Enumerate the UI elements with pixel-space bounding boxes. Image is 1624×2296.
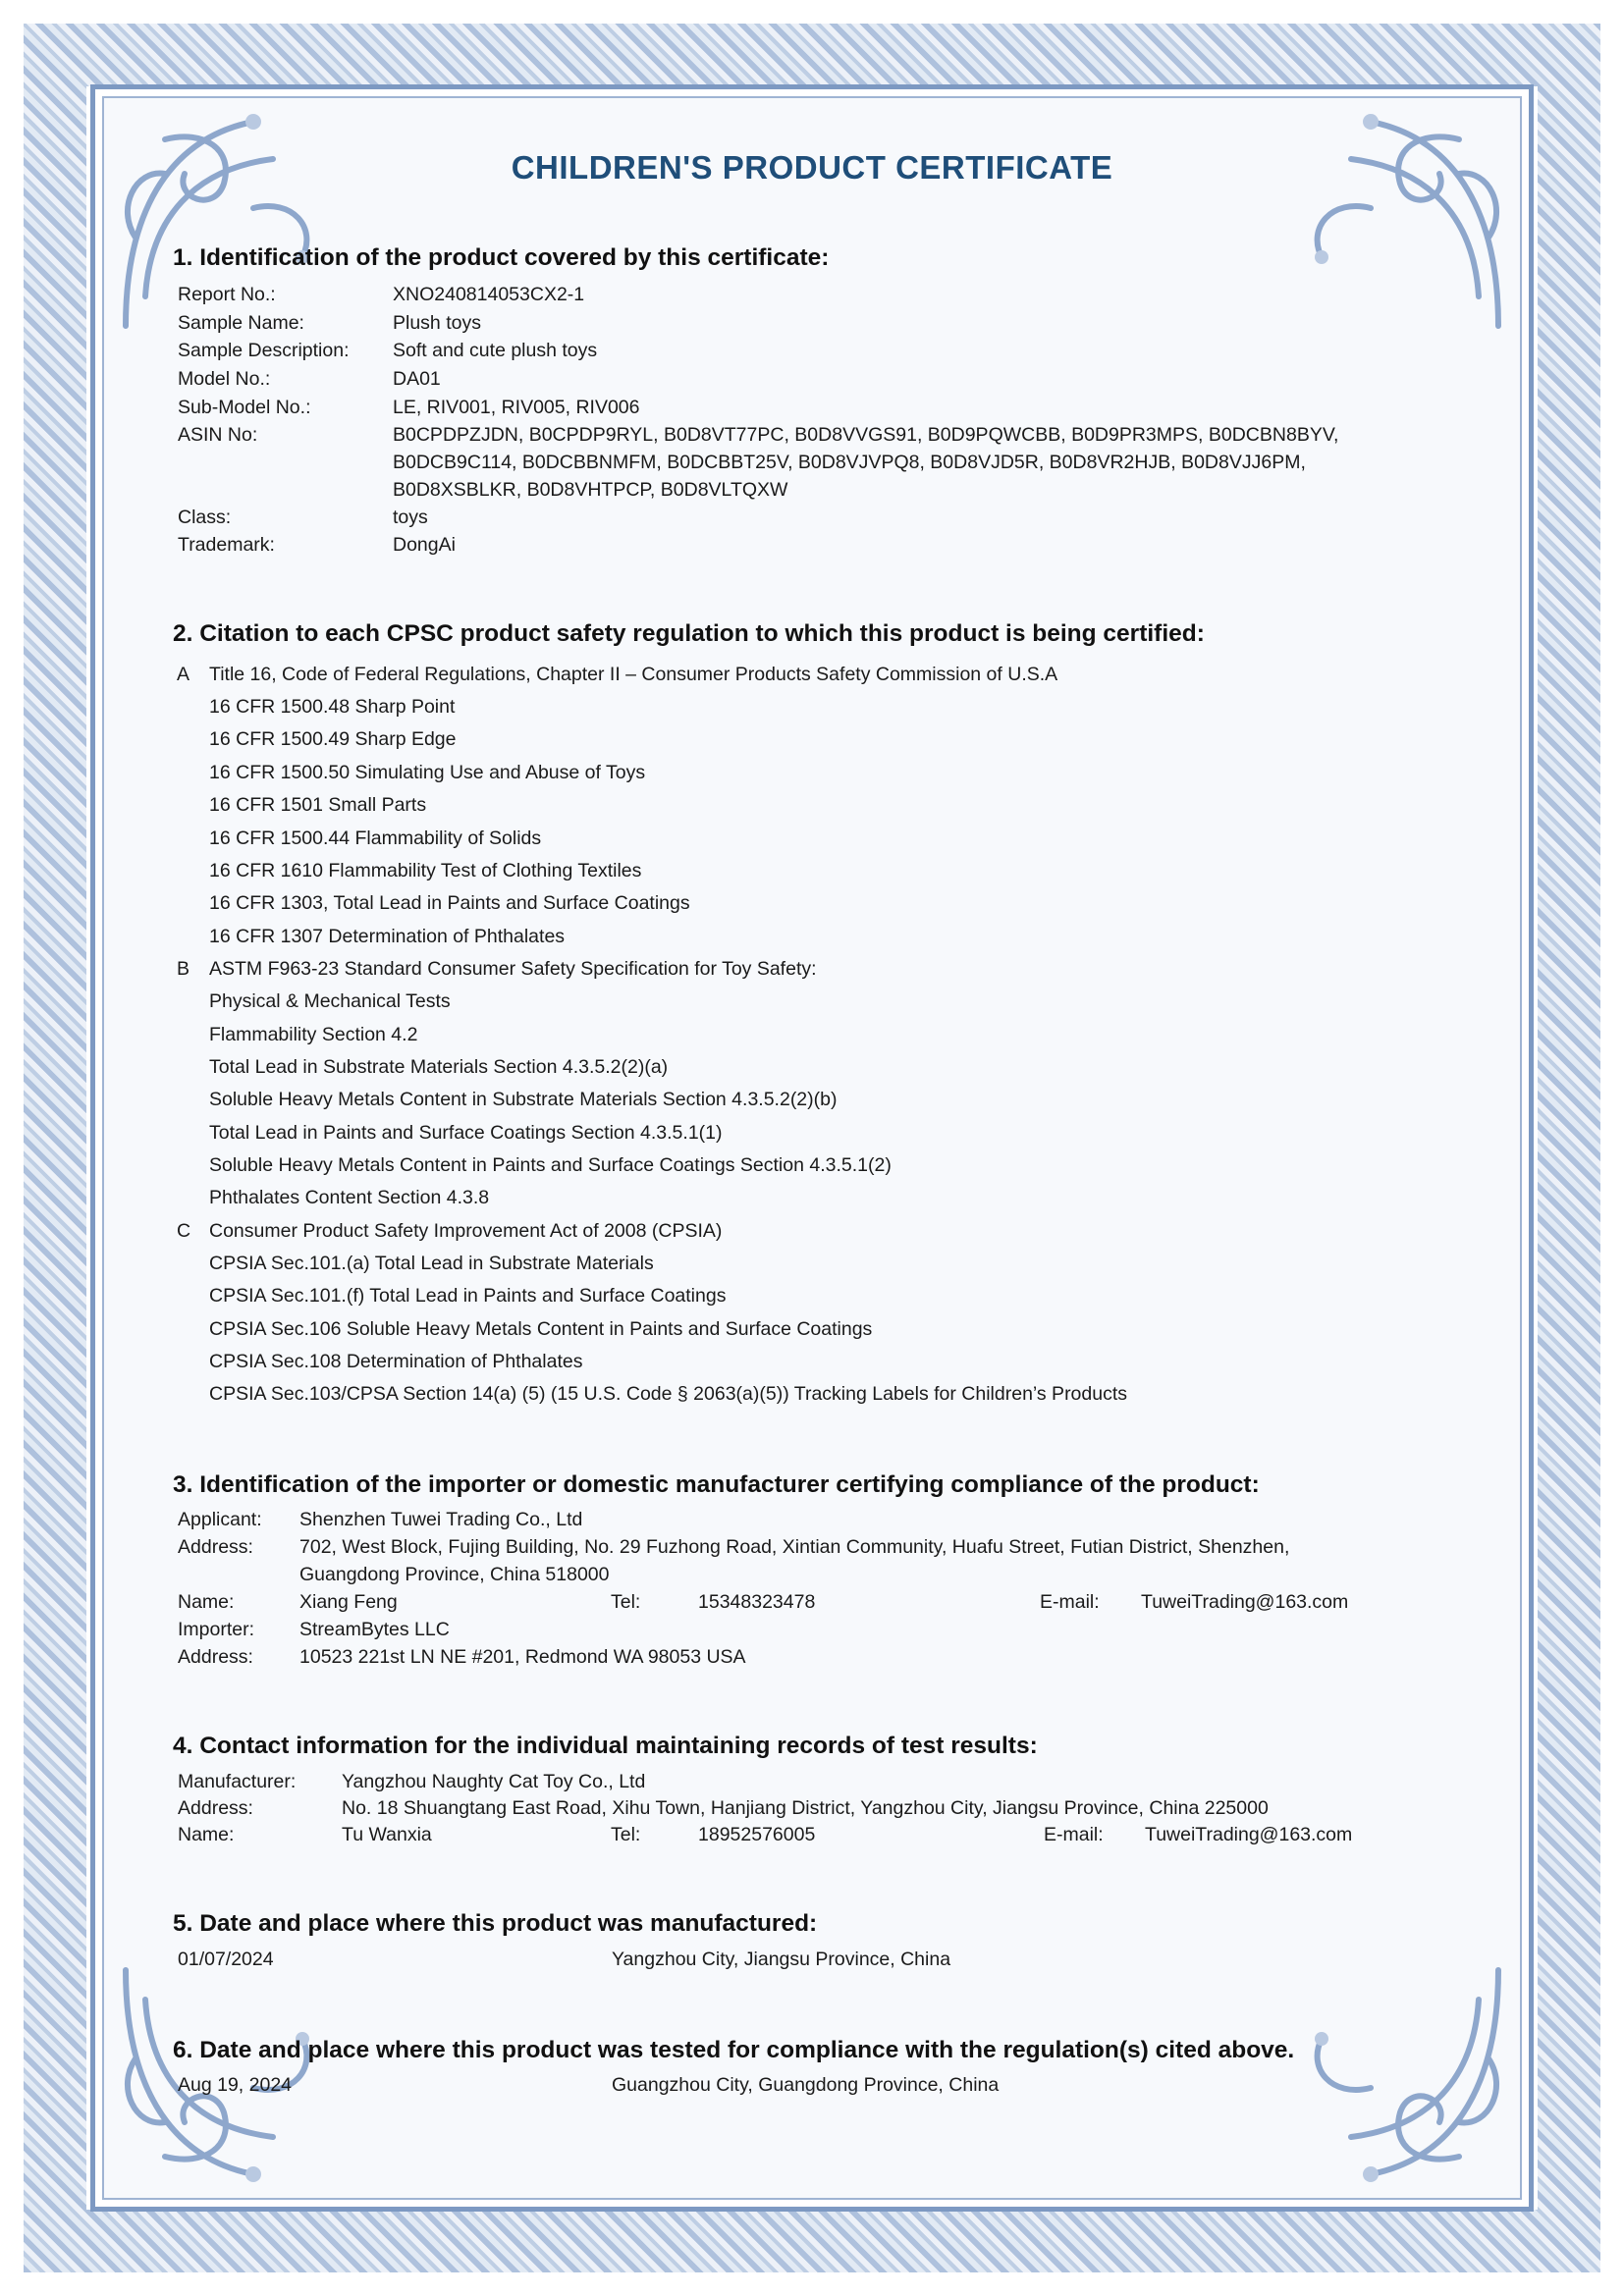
group-title: ASTM F963-23 Standard Consumer Safety Specification for Toy Safety: — [209, 958, 817, 980]
importer-address-label: Address: — [178, 1646, 253, 1668]
email-label: E-mail: — [1040, 1591, 1100, 1613]
group-title: Title 16, Code of Federal Regulations, Chapter II – Consumer Products Safety Commission of U.S.A — [209, 664, 1058, 685]
corner-ornament-icon — [106, 1950, 352, 2196]
tel-label: Tel: — [611, 1591, 641, 1613]
email-value: TuweiTrading@163.com — [1145, 1824, 1353, 1845]
class-value: toys — [393, 507, 428, 528]
email-label: E-mail: — [1044, 1824, 1104, 1845]
tel-value: 18952576005 — [698, 1824, 816, 1845]
manufactured-place: Yangzhou City, Jiangsu Province, China — [612, 1949, 951, 1970]
regulation-item: Soluble Heavy Metals Content in Substrate Materials Section 4.3.5.2(2)(b) — [209, 1089, 838, 1110]
corner-ornament-icon — [1272, 1950, 1518, 2196]
model-no-value: DA01 — [393, 368, 441, 390]
report-no-value: XNO240814053CX2-1 — [393, 284, 585, 305]
name-label: Name: — [178, 1824, 235, 1845]
model-no-label: Model No.: — [178, 368, 271, 390]
regulation-item: Flammability Section 4.2 — [209, 1024, 418, 1045]
regulation-item: CPSIA Sec.101.(a) Total Lead in Substrate Materials — [209, 1253, 654, 1274]
regulation-item: Total Lead in Paints and Surface Coatings Section 4.3.5.1(1) — [209, 1122, 723, 1144]
address-label: Address: — [178, 1536, 253, 1558]
importer-label: Importer: — [178, 1619, 255, 1640]
inner-frame — [102, 96, 1522, 2200]
sample-description-label: Sample Description: — [178, 340, 350, 361]
section-2-heading: 2. Citation to each CPSC product safety regulation to which this product is being certified: — [173, 620, 1205, 647]
section-3-heading: 3. Identification of the importer or domestic manufacturer certifying compliance of the product: — [173, 1471, 1260, 1498]
address-line: 702, West Block, Fujing Building, No. 29 Fuzhong Road, Xintian Community, Huafu Street, Futian District, Shenzhen, — [299, 1536, 1290, 1558]
sample-name-label: Sample Name: — [178, 312, 304, 334]
address-value: No. 18 Shuangtang East Road, Xihu Town, Hanjiang District, Yangzhou City, Jiangsu Province, China 225000 — [342, 1797, 1269, 1819]
sample-description-value: Soft and cute plush toys — [393, 340, 598, 361]
certificate-title: CHILDREN'S PRODUCT CERTIFICATE — [511, 149, 1113, 186]
corner-ornament-icon — [1272, 100, 1518, 346]
regulation-item: Physical & Mechanical Tests — [209, 990, 451, 1012]
class-label: Class: — [178, 507, 232, 528]
tested-place: Guangzhou City, Guangdong Province, China — [612, 2074, 1000, 2096]
sub-model-no-value: LE, RIV001, RIV005, RIV006 — [393, 397, 640, 418]
applicant-label: Applicant: — [178, 1509, 262, 1530]
address-label: Address: — [178, 1797, 253, 1819]
regulation-item: Total Lead in Substrate Materials Section 4.3.5.2(2)(a) — [209, 1056, 669, 1078]
group-letter: A — [177, 664, 190, 685]
regulation-item: 16 CFR 1307 Determination of Phthalates — [209, 926, 566, 947]
corner-ornament-icon — [106, 100, 352, 346]
group-title: Consumer Product Safety Improvement Act of 2008 (CPSIA) — [209, 1220, 723, 1242]
regulation-item: CPSIA Sec.108 Determination of Phthalates — [209, 1351, 583, 1372]
regulation-item: CPSIA Sec.101.(f) Total Lead in Paints and Surface Coatings — [209, 1285, 727, 1307]
group-letter: B — [177, 958, 190, 980]
regulation-item: CPSIA Sec.103/CPSA Section 14(a) (5) (15 U.S. Code § 2063(a)(5)) Tracking Labels for Children’s Products — [209, 1383, 1128, 1405]
manufacturer-value: Yangzhou Naughty Cat Toy Co., Ltd — [342, 1771, 646, 1792]
tel-value: 15348323478 — [698, 1591, 816, 1613]
section-1-heading: 1. Identification of the product covered by this certificate: — [173, 244, 830, 271]
regulation-item: Soluble Heavy Metals Content in Paints and Surface Coatings Section 4.3.5.1(2) — [209, 1154, 892, 1176]
asin-line: B0CPDPZJDN, B0CPDP9RYL, B0D8VT77PC, B0D8VVGS91, B0D9PQWCBB, B0D9PR3MPS, B0DCBN8BYV, — [393, 424, 1339, 446]
tel-label: Tel: — [611, 1824, 641, 1845]
section-5-heading: 5. Date and place where this product was manufactured: — [173, 1910, 818, 1937]
trademark-label: Trademark: — [178, 534, 275, 556]
regulation-item: 16 CFR 1610 Flammability Test of Clothing Textiles — [209, 860, 642, 881]
regulation-item: 16 CFR 1501 Small Parts — [209, 794, 427, 816]
tested-date: Aug 19, 2024 — [178, 2074, 293, 2096]
trademark-value: DongAi — [393, 534, 456, 556]
manufactured-date: 01/07/2024 — [178, 1949, 274, 1970]
regulation-item: CPSIA Sec.106 Soluble Heavy Metals Content in Paints and Surface Coatings — [209, 1318, 873, 1340]
sample-name-value: Plush toys — [393, 312, 481, 334]
name-label: Name: — [178, 1591, 235, 1613]
section-6-heading: 6. Date and place where this product was tested for compliance with the regulation(s) cited above. — [173, 2037, 1295, 2063]
regulation-item: 16 CFR 1500.49 Sharp Edge — [209, 728, 457, 750]
email-value: TuweiTrading@163.com — [1141, 1591, 1349, 1613]
importer-value: StreamBytes LLC — [299, 1619, 450, 1640]
regulation-item: 16 CFR 1500.50 Simulating Use and Abuse of Toys — [209, 762, 646, 783]
sub-model-no-label: Sub-Model No.: — [178, 397, 311, 418]
name-value: Xiang Feng — [299, 1591, 398, 1613]
regulation-item: 16 CFR 1500.48 Sharp Point — [209, 696, 456, 718]
asin-line: B0D8XSBLKR, B0D8VHTPCP, B0D8VLTQXW — [393, 479, 788, 501]
name-value: Tu Wanxia — [342, 1824, 432, 1845]
report-no-label: Report No.: — [178, 284, 276, 305]
regulation-item: Phthalates Content Section 4.3.8 — [209, 1187, 490, 1208]
section-4-heading: 4. Contact information for the individual maintaining records of test results: — [173, 1733, 1038, 1759]
asin-line: B0DCB9C114, B0DCBBNMFM, B0DCBBT25V, B0D8VJVPQ8, B0D8VJD5R, B0D8VR2HJB, B0D8VJJ6PM, — [393, 452, 1306, 473]
regulation-item: 16 CFR 1500.44 Flammability of Solids — [209, 828, 542, 849]
asin-label: ASIN No: — [178, 424, 258, 446]
manufacturer-label: Manufacturer: — [178, 1771, 297, 1792]
address-line: Guangdong Province, China 518000 — [299, 1564, 610, 1585]
importer-address-value: 10523 221st LN NE #201, Redmond WA 98053 USA — [299, 1646, 746, 1668]
applicant-value: Shenzhen Tuwei Trading Co., Ltd — [299, 1509, 583, 1530]
regulation-item: 16 CFR 1303, Total Lead in Paints and Surface Coatings — [209, 892, 690, 914]
group-letter: C — [177, 1220, 191, 1242]
